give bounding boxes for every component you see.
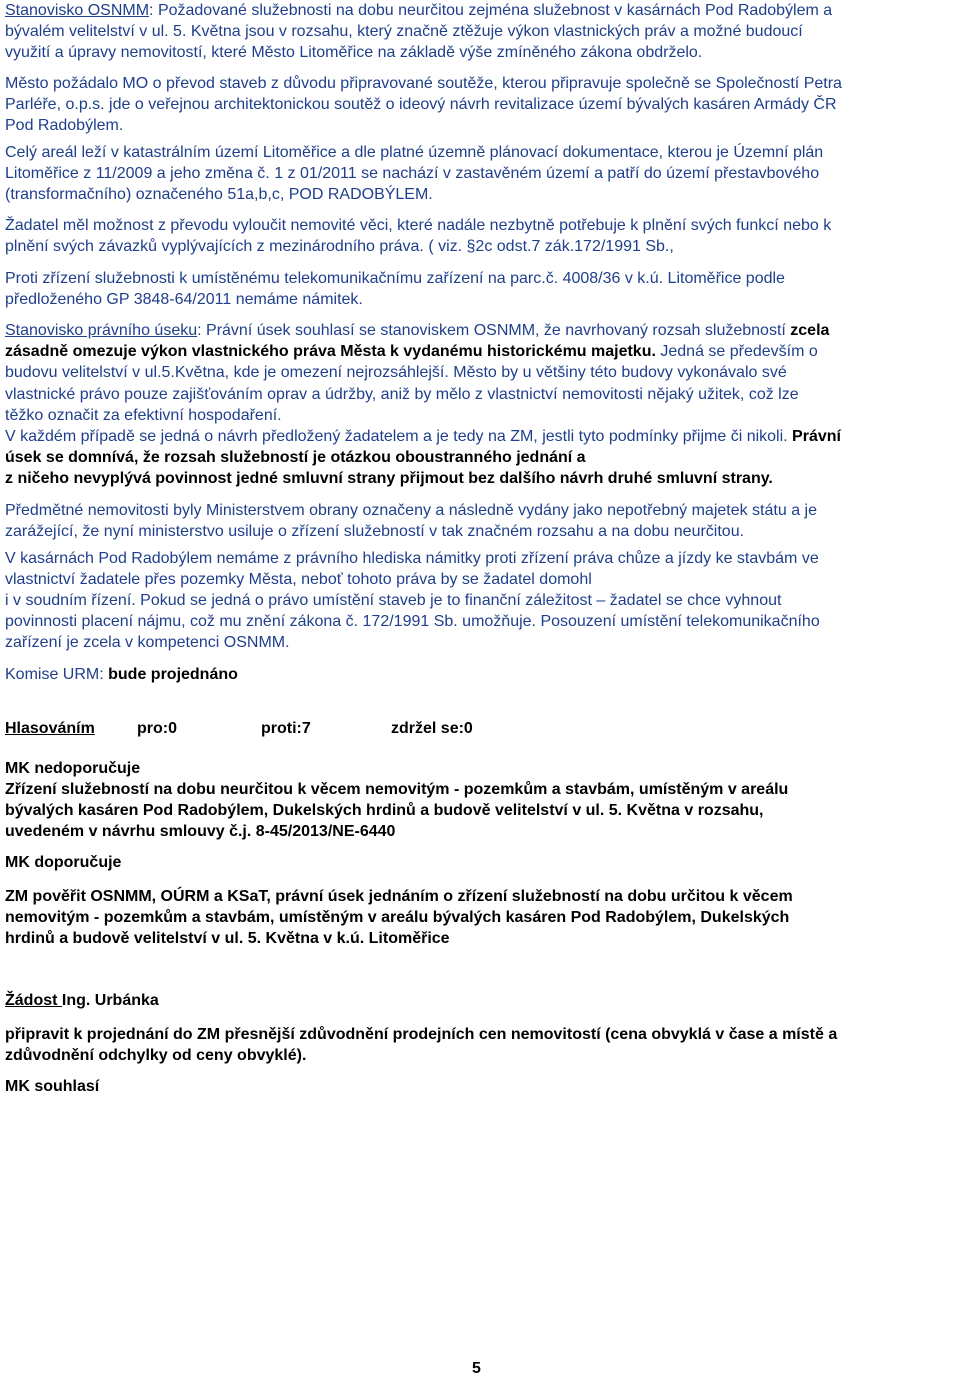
mk-recommend-line-1: ZM pověřit OSNMM, OÚRM a KSaT, právní úsek jednáním o zřízení služebností na dobu určitou k věcem: [5, 888, 793, 905]
legal-statement-text: : Právní úsek souhlasí se stanoviskem OSNMM, že navrhovaný rozsah služebností: [197, 322, 791, 339]
mk-agrees: MK souhlasí: [5, 1078, 100, 1095]
request-title: Ing.: [61, 992, 91, 1009]
mk-not-recommend-line-3: uvedeném v návrhu smlouvy č.j. 8-45/2013/NE-6440: [5, 823, 396, 840]
osnmm-statement-line-2: [5, 21, 803, 42]
mk-not-recommend-line-1: Zřízení služebností na dobu neurčitou k věcem nemovitým - pozemkům a stavbám, umístěným v areálu: [5, 781, 789, 798]
barracks-line-2: vlastnictví žadatele přes pozemky Města, neboť tohoto práva by se žadatel domohl: [5, 571, 592, 588]
vote-against: proti:7: [261, 720, 311, 737]
request-line-2: zdůvodnění odchylky od ceny obvyklé).: [5, 1047, 307, 1064]
telecom-line-2: předloženého GP 3848-64/2011 nemáme námitek.: [5, 291, 363, 308]
legal-statement-line-4: vlastnické právo pouze zajišťováním oprav a údržby, aniž by mělo z vlastnictví nemovitosti nějaký užitek, což lze: [5, 386, 799, 403]
transfer-request-line-2: Parléře, o.p.s. jde o veřejnou architektonickou soutěž o ideový návrh revitalizace území bývalých kasáren Armády ČR: [5, 96, 837, 113]
legal-statement-text: Jedná se především o: [655, 343, 818, 360]
telecom-line-1: Proti zřízení služebnosti k umístěnému telekomunikačnímu zařízení na parc.č. 4008/36 v k.ú. Litoměřice podle: [5, 270, 785, 287]
commission-line: [5, 664, 238, 685]
legal-statement-line-7: úsek se domnívá, že rozsah služebností je otázkou oboustranného jednání a: [5, 449, 586, 466]
osnmm-statement-text: : Požadované služebnosti na dobu neurčitou zejména služebnost v kasárnách Pod Radobýlem a: [149, 2, 833, 19]
mk-not-recommend-heading: MK nedoporučuje: [5, 760, 141, 777]
applicant-option-line-2: plnění svých závazků vyplývajících z mezinárodního práva. ( viz. §2c odst.7 zák.172/1991 Sb.,: [5, 238, 674, 255]
legal-statement-line-3: budovu velitelství v ul.5.Května, kde je omezení nejrozsáhlejší. Město by u většiny této budovy vykonávalo své: [5, 364, 787, 381]
barracks-line-3: i v soudním řízení. Pokud se jedná o právo umístění staveb je to finanční záležitost – žadatel se chce vyhnout: [5, 592, 782, 609]
voting-label: Hlasováním: [5, 720, 95, 737]
mk-recommend-line-3: hrdinů a budově velitelství v ul. 5. Května v k.ú. Litoměřice: [5, 930, 450, 947]
transfer-request-line-1: Město požádalo MO o převod staveb z důvodu připravované soutěže, kterou připravuje společně se Společností Petra: [5, 75, 842, 92]
zoning-line-1: Celý areál leží v katastrálním území Litoměřice a dle platné územně plánovací dokumentace, kterou je Územní plán: [5, 144, 824, 161]
legal-statement-line-2: [5, 341, 818, 362]
legal-statement-line-5: těžko označit za efektivní hospodaření.: [5, 407, 282, 424]
legal-statement-line-8: z ničeho nevyplývá povinnost jedné smluvní strany přijmout bez dalšího návrh druhé smluvní strany.: [5, 470, 773, 487]
request-label: Žádost: [5, 992, 62, 1009]
barracks-line-1: V kasárnách Pod Radobýlem nemáme z právního hlediska námitky proti zřízení práva chůze a jízdy ke stavbám ve: [5, 550, 819, 567]
legal-statement-label: Stanovisko právního úseku: [5, 322, 198, 339]
request-name: Urbánka: [90, 992, 159, 1009]
zoning-line-2: Litoměřice z 11/2009 a jeho změna č. 1 z 01/2011 se nachází v zastavěném území a patří do území přestavbového: [5, 165, 820, 182]
request-line-1: připravit k projednání do ZM přesnější zdůvodnění prodejních cen nemovitostí (cena obvyklá v čase a místě a: [5, 1026, 838, 1043]
vote-for: pro:0: [137, 720, 177, 737]
transfer-request-line-3: Pod Radobýlem.: [5, 117, 124, 134]
commission-label: Komise URM:: [5, 666, 109, 683]
zoning-line-3: (transformačního) označeného 51a,b,c, POD RADOBÝLEM.: [5, 186, 433, 203]
osnmm-statement-line-1: [5, 0, 832, 21]
barracks-line-4: povinnosti placení nájmu, což mu znění zákona č. 172/1991 Sb. umožňuje. Posouzení umístění telekomunikačního: [5, 613, 820, 630]
mk-recommend-heading: MK doporučuje: [5, 854, 122, 871]
legal-statement-line-1: [5, 320, 829, 341]
legal-statement-text: V každém případě se jedná o návrh předložený žadatelem a je tedy na ZM, jestli tyto podmínky přijme či nikoli.: [5, 428, 788, 445]
vote-abstain: zdržel se:0: [391, 720, 473, 737]
legal-statement-emphasis: zcela: [790, 322, 830, 339]
legal-statement-emphasis: zásadně omezuje výkon vlastnického práva Města k vydanému historickému majetku.: [5, 343, 656, 360]
mk-recommend-line-2: nemovitým - pozemkům a stavbám, umístěným v areálu bývalých kasáren Pod Radobýlem, Dukelských: [5, 909, 790, 926]
applicant-option-line-1: Žadatel měl možnost z převodu vyloučit nemovité věci, které nadále nezbytně potřebuje k plnění svých funkcí nebo k: [5, 217, 832, 234]
osnmm-statement-label: Stanovisko OSNMM: [5, 2, 150, 19]
page-number: 5: [472, 1360, 481, 1377]
mk-not-recommend-line-2: bývalých kasáren Pod Radobýlem, Dukelských hrdinů a budově velitelství v ul. 5. Května v rozsahu,: [5, 802, 764, 819]
ministry-line-2: zarážející, že nyní ministerstvo usiluje o zřízení služebností v tak značném rozsahu a na dobu neurčitou.: [5, 523, 745, 540]
request-heading: [5, 990, 159, 1011]
legal-statement-emphasis: Právní: [787, 428, 841, 445]
osnmm-statement-text: Května jsou v rozsahu, který značně ztěžuje výkon vlastnických práv a možné budoucí: [186, 23, 803, 40]
osnmm-statement-line-3: využití a úpravy nemovitostí, které Město Litoměřice na základě výše zmíněného zákona obdrželo.: [5, 44, 703, 61]
legal-statement-line-6: [5, 426, 841, 447]
osnmm-statement-text: bývalém velitelství v ul. 5.: [5, 23, 187, 40]
barracks-line-5: zařízení je zcela v kompetenci OSNMM.: [5, 634, 290, 651]
ministry-line-1: Předmětné nemovitosti byly Ministerstvem obrany označeny a následně vydány jako nepotřebný majetek státu a je: [5, 502, 817, 519]
commission-result: bude projednáno: [108, 666, 238, 683]
